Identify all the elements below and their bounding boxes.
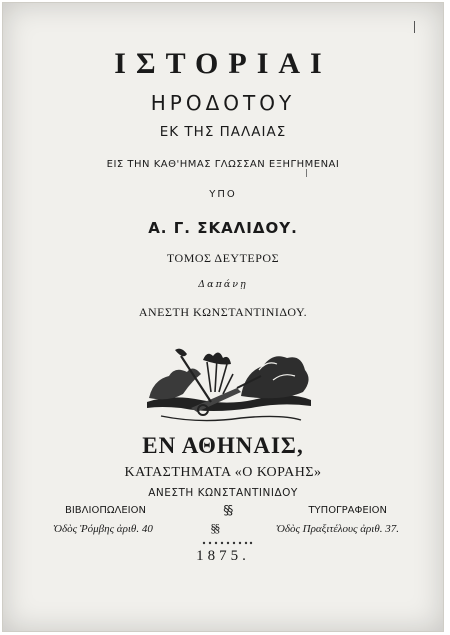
press-label: ΤΥΠΟΓΡΑΦΕΙΟΝ <box>308 504 387 516</box>
source-line: ΕΚ ΤΗΣ ΠΑΛΑΙΑΣ <box>159 124 287 140</box>
book-title: ΙΣΤΟΡΙΑΙ <box>114 47 332 80</box>
place-of-publication: ΕΝ ΑΘΗΝΑΙΣ, <box>142 433 304 458</box>
dotted-rule-icon <box>201 540 253 546</box>
scan-mark <box>414 21 415 33</box>
vignette-ornament-icon <box>141 336 315 424</box>
publisher-owner: ΑΝΕΣΤΗ ΚΩΝΣΤΑΝΤΙΝΙΔΟΥ <box>148 487 298 499</box>
volume-label: ΤΟΜΟΣ ΔΕΥΤΕΡΟΣ <box>166 251 280 265</box>
translator-name: Α. Γ. ΣΚΑΛΙΔΟΥ. <box>148 219 298 237</box>
publisher-shop: ΚΑΤΑΣΤΗΜΑΤΑ «Ο ΚΟΡΑΗΣ» <box>124 465 322 480</box>
expense-label: Δαπάνῃ <box>198 279 248 290</box>
by-line: ΥΠΟ <box>209 189 237 200</box>
author-name: ΗΡΟΔΟΤΟΥ <box>150 91 296 115</box>
scan-mark <box>306 169 307 177</box>
imprint-labels-row <box>65 503 387 517</box>
bookshop-address: Ὁδὸς Ῥόμβης ἀριθ. 40 <box>53 522 153 535</box>
section-separator-icon: §§ <box>223 503 232 517</box>
bookshop-label: ΒΙΒΛΙΟΠΩΛΕΙΟΝ <box>65 504 146 516</box>
translation-note: ΕΙΣ ΤΗΝ ΚΑΘ'ΗΜΑΣ ΓΛΩΣΣΑΝ ΕΞΗΓΗΜΕΝΑΙ <box>106 159 340 170</box>
imprint-addresses-row <box>53 521 399 536</box>
press-address: Ὁδὸς Πραξιτέλους ἀριθ. 37. <box>275 522 399 535</box>
patron-name: ΑΝΕΣΤΗ ΚΩΝΣΤΑΝΤΙΝΙΔΟΥ. <box>138 305 308 319</box>
title-page <box>2 2 444 632</box>
section-separator-icon: §§ <box>210 521 219 535</box>
publication-year: 1875. <box>196 548 250 564</box>
